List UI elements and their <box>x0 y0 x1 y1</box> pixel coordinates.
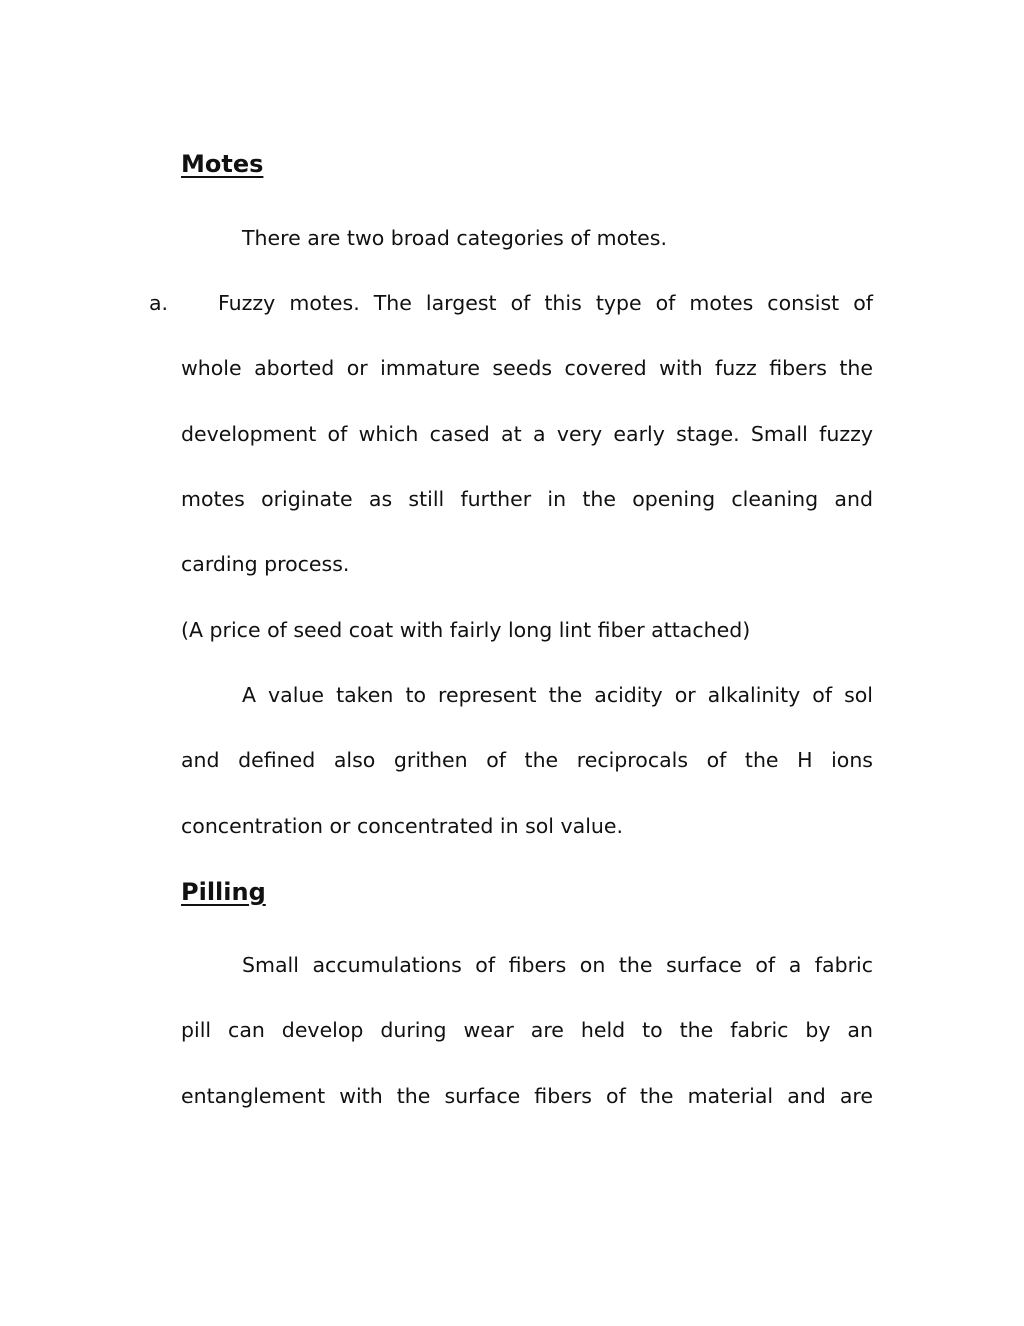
item-a-line-3 <box>181 420 873 448</box>
item-a-line-2-text: whole aborted or immature seeds covered with fuzz fibers the <box>181 356 873 380</box>
section-heading-motes: Motes <box>181 150 264 178</box>
para2-line-2 <box>181 746 873 774</box>
motes-note: (A price of seed coat with fairly long lint fiber attached) <box>181 618 751 642</box>
item-a-line-1 <box>218 289 873 317</box>
pilling-line-3-text: entanglement with the surface fibers of the material and are <box>181 1084 873 1108</box>
para2-line-2-text: and defined also grithen of the reciprocals of the H ions <box>181 748 873 772</box>
item-a-line-1-text: Fuzzy motes. The largest of this type of motes consist of <box>218 291 873 315</box>
pilling-line-2-text: pill can develop during wear are held to the fabric by an <box>181 1018 873 1042</box>
item-a-line-4 <box>181 485 873 513</box>
para2-line-1-text: A value taken to represent the acidity or alkalinity of sol <box>242 683 873 707</box>
item-a-line-2 <box>181 354 873 382</box>
motes-intro: There are two broad categories of motes. <box>242 226 667 250</box>
pilling-line-2 <box>181 1016 873 1044</box>
item-a-line-3-text: development of which cased at a very early stage. Small fuzzy <box>181 422 873 446</box>
section-heading-pilling: Pilling <box>181 878 266 906</box>
item-a-line-4-text: motes originate as still further in the opening cleaning and <box>181 487 873 511</box>
pilling-line-3 <box>181 1082 873 1110</box>
para2-line-1 <box>242 681 873 709</box>
item-a-line-5: carding process. <box>181 552 350 576</box>
pilling-line-1-text: Small accumulations of fibers on the surface of a fabric <box>242 953 873 977</box>
para2-line-3: concentration or concentrated in sol value. <box>181 814 624 838</box>
pilling-line-1 <box>242 951 873 979</box>
list-marker-a: a. <box>149 291 169 315</box>
